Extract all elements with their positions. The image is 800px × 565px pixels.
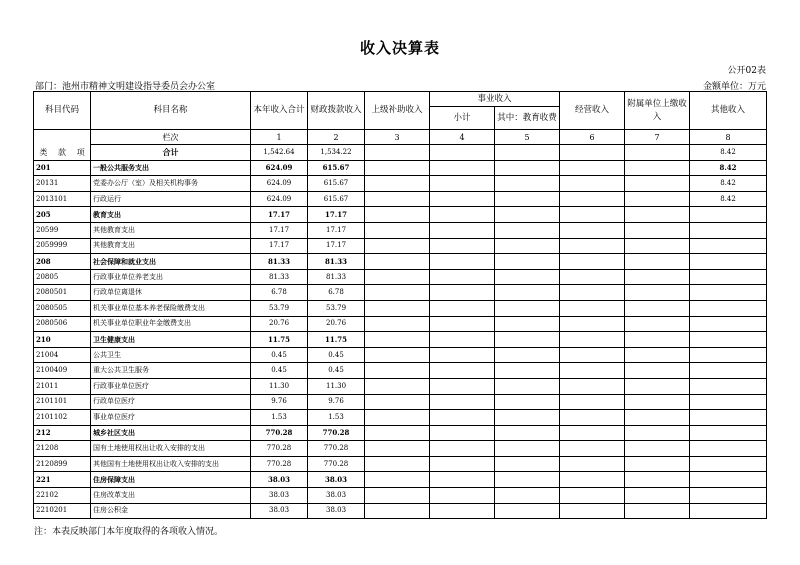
row-c8 [690,269,767,285]
table-row [34,300,767,316]
row-c7 [625,176,690,192]
row-c8 [690,254,767,270]
row-c2: 38.03 [308,488,365,504]
row-c3 [365,316,430,332]
header-name: 科目名称 [91,92,251,130]
row-c8 [690,394,767,410]
table-row [34,176,767,192]
row-code: 2080501 [34,285,91,301]
row-c5 [495,472,560,488]
table-row [34,254,767,270]
row-code: 2080506 [34,316,91,332]
row-name: 其他教育支出 [91,222,251,238]
row-c6 [560,363,625,379]
row-c8 [690,363,767,379]
col-num-1: 1 [251,130,308,145]
row-name: 社会保障和就业支出 [91,254,251,270]
table-row [34,472,767,488]
row-c7 [625,503,690,519]
row-c2: 770.28 [308,441,365,457]
row-c3 [365,207,430,223]
row-c6 [560,191,625,207]
row-c6 [560,332,625,348]
row-code: 205 [34,207,91,223]
row-c5 [495,347,560,363]
row-c7 [625,222,690,238]
row-c3 [365,160,430,176]
row-c8 [690,300,767,316]
row-c1: 38.03 [251,488,308,504]
row-name: 机关事业单位职业年金缴费支出 [91,316,251,332]
row-c3 [365,332,430,348]
row-c1: 11.30 [251,378,308,394]
row-code: 208 [34,254,91,270]
col-num-8: 8 [690,130,767,145]
row-c5 [495,332,560,348]
row-c7 [625,347,690,363]
row-c7 [625,363,690,379]
row-c7 [625,394,690,410]
row-c3 [365,238,430,254]
table-row [34,160,767,176]
row-c7 [625,254,690,270]
row-c3 [365,456,430,472]
row-c8 [690,456,767,472]
row-c6 [560,176,625,192]
row-name: 一般公共服务支出 [91,160,251,176]
row-c8: 8.42 [690,191,767,207]
row-c2: 38.03 [308,503,365,519]
table-row [34,207,767,223]
department-label: 部门：池州市精神文明建设指导委员会办公室 [35,82,216,92]
table-row [34,316,767,332]
col-num-4: 4 [430,130,495,145]
row-name: 卫生健康支出 [91,332,251,348]
row-c3 [365,410,430,426]
row-c2: 53.79 [308,300,365,316]
row-c7 [625,207,690,223]
row-c3 [365,363,430,379]
table-row [34,191,767,207]
row-c7 [625,238,690,254]
row-c1: 624.09 [251,160,308,176]
row-c3 [365,176,430,192]
table-row [34,441,767,457]
table-row [34,456,767,472]
row-c3 [365,472,430,488]
row-c4 [430,238,495,254]
header-code: 科目代码 [34,92,91,130]
row-name: 公共卫生 [91,347,251,363]
row-c2: 615.67 [308,191,365,207]
row-c7 [625,160,690,176]
table-body [34,160,767,519]
col-num-3: 3 [365,130,430,145]
row-c1: 17.17 [251,238,308,254]
row-c2: 615.67 [308,176,365,192]
row-c3 [365,254,430,270]
row-c5 [495,394,560,410]
col-num-2: 2 [308,130,365,145]
row-c4 [430,394,495,410]
row-c3 [365,347,430,363]
table-row [34,363,767,379]
table-row [34,394,767,410]
total-c3 [365,145,430,161]
row-c7 [625,441,690,457]
header-career: 事业收入 [430,92,560,107]
row-code: 2100409 [34,363,91,379]
table-row [34,285,767,301]
row-c7 [625,316,690,332]
row-code: 20131 [34,176,91,192]
row-name: 住房保障支出 [91,472,251,488]
row-name: 住房改革支出 [91,488,251,504]
row-c2: 1.53 [308,410,365,426]
row-c5 [495,160,560,176]
row-c7 [625,472,690,488]
row-name: 行政单位离退休 [91,285,251,301]
row-c5 [495,425,560,441]
row-c8 [690,441,767,457]
row-c4 [430,207,495,223]
row-c4 [430,503,495,519]
header-fiscal: 财政拨款收入 [308,92,365,130]
row-c6 [560,503,625,519]
col-num-5: 5 [495,130,560,145]
row-code: 2101102 [34,410,91,426]
row-c4 [430,425,495,441]
row-c5 [495,176,560,192]
row-c5 [495,285,560,301]
row-c3 [365,488,430,504]
row-c3 [365,285,430,301]
row-c1: 53.79 [251,300,308,316]
row-code: 2120899 [34,456,91,472]
row-name: 城乡社区支出 [91,425,251,441]
header-lei: 类 [39,147,48,157]
row-c8 [690,378,767,394]
header-lei-kuan-xiang [34,130,91,161]
row-c4 [430,472,495,488]
row-c6 [560,285,625,301]
row-c5 [495,254,560,270]
row-c8 [690,488,767,504]
row-c7 [625,378,690,394]
row-c1: 81.33 [251,254,308,270]
row-c3 [365,269,430,285]
row-c5 [495,269,560,285]
row-c8 [690,332,767,348]
row-c5 [495,441,560,457]
row-c6 [560,254,625,270]
row-c2: 81.33 [308,269,365,285]
table-row [34,238,767,254]
total-c5 [495,145,560,161]
row-c2: 11.30 [308,378,365,394]
header-xiang: 项 [76,147,85,157]
table-row [34,503,767,519]
col-num-7: 7 [625,130,690,145]
row-c8 [690,347,767,363]
row-c1: 38.03 [251,472,308,488]
amount-unit-label: 金额单位：万元 [702,82,766,92]
table-row [34,378,767,394]
row-c6 [560,238,625,254]
row-c2: 17.17 [308,207,365,223]
row-c2: 770.28 [308,425,365,441]
row-c1: 0.45 [251,363,308,379]
header-annual-income: 本年收入合计 [251,92,308,130]
row-c5 [495,222,560,238]
header-kuan: 款 [58,147,66,157]
row-c3 [365,503,430,519]
form-number: 公开02表 [727,66,766,76]
row-c5 [495,207,560,223]
row-c8 [690,316,767,332]
row-c2: 0.45 [308,347,365,363]
row-code: 2101101 [34,394,91,410]
row-c7 [625,332,690,348]
row-name: 行政单位医疗 [91,394,251,410]
row-c7 [625,488,690,504]
row-c4 [430,285,495,301]
row-c5 [495,363,560,379]
row-c4 [430,254,495,270]
row-c6 [560,222,625,238]
row-c1: 0.45 [251,347,308,363]
row-c3 [365,394,430,410]
row-c5 [495,410,560,426]
row-c4 [430,176,495,192]
row-c8 [690,472,767,488]
row-c7 [625,191,690,207]
row-c2: 615.67 [308,160,365,176]
row-c7 [625,285,690,301]
row-c1: 9.76 [251,394,308,410]
row-c1: 38.03 [251,503,308,519]
row-c6 [560,300,625,316]
row-code: 221 [34,472,91,488]
header-affiliated: 附属单位上缴收入 [625,92,690,130]
row-name: 行政事业单位养老支出 [91,269,251,285]
row-c1: 770.28 [251,456,308,472]
row-c4 [430,410,495,426]
row-c3 [365,300,430,316]
row-c1: 770.28 [251,425,308,441]
row-c8 [690,238,767,254]
row-c5 [495,316,560,332]
row-name: 教育支出 [91,207,251,223]
row-c1: 1.53 [251,410,308,426]
row-code: 210 [34,332,91,348]
row-c7 [625,300,690,316]
row-name: 国有土地使用权出让收入安排的支出 [91,441,251,457]
row-code: 20805 [34,269,91,285]
row-code: 21011 [34,378,91,394]
row-name: 其他国有土地使用权出让收入安排的支出 [91,456,251,472]
total-c1: 1,542.64 [251,145,308,161]
row-code: 2059999 [34,238,91,254]
row-c6 [560,410,625,426]
row-c7 [625,269,690,285]
row-c3 [365,425,430,441]
table-row [34,488,767,504]
row-code: 21208 [34,441,91,457]
row-c4 [430,160,495,176]
row-name: 机关事业单位基本养老保险缴费支出 [91,300,251,316]
row-c1: 81.33 [251,269,308,285]
row-c5 [495,300,560,316]
total-c4 [430,145,495,161]
row-c7 [625,456,690,472]
row-name: 住房公积金 [91,503,251,519]
row-code: 20599 [34,222,91,238]
row-c1: 624.09 [251,191,308,207]
row-c4 [430,363,495,379]
row-c4 [430,316,495,332]
row-c6 [560,488,625,504]
row-name: 事业单位医疗 [91,410,251,426]
row-c2: 11.75 [308,332,365,348]
row-c2: 6.78 [308,285,365,301]
table-row [34,332,767,348]
header-column-label: 栏次 [91,130,251,145]
row-c4 [430,269,495,285]
row-name: 重大公共卫生服务 [91,363,251,379]
row-c6 [560,160,625,176]
row-c8 [690,207,767,223]
row-c2: 17.17 [308,238,365,254]
row-c7 [625,425,690,441]
row-c5 [495,191,560,207]
row-code: 2013101 [34,191,91,207]
col-num-6: 6 [560,130,625,145]
footnote: 注：本表反映部门本年度取得的各项收入情况。 [34,527,224,537]
row-c4 [430,441,495,457]
row-name: 行政运行 [91,191,251,207]
row-c4 [430,488,495,504]
page-title: 收入决算表 [359,39,440,57]
row-name: 行政事业单位医疗 [91,378,251,394]
row-c5 [495,238,560,254]
row-code: 212 [34,425,91,441]
table-row [34,425,767,441]
row-c4 [430,347,495,363]
row-c6 [560,425,625,441]
row-c6 [560,378,625,394]
total-c2: 1,534.22 [308,145,365,161]
total-c8: 8.42 [690,145,767,161]
row-c6 [560,347,625,363]
row-c6 [560,394,625,410]
total-c7 [625,145,690,161]
header-career-edu: 其中：教育收费 [495,107,560,130]
row-c4 [430,456,495,472]
row-c1: 20.76 [251,316,308,332]
row-c6 [560,269,625,285]
row-c8: 8.42 [690,160,767,176]
row-c4 [430,300,495,316]
row-c7 [625,410,690,426]
row-code: 2080505 [34,300,91,316]
row-c8 [690,410,767,426]
row-c6 [560,472,625,488]
table-row [34,347,767,363]
row-c1: 624.09 [251,176,308,192]
row-c2: 81.33 [308,254,365,270]
row-code: 201 [34,160,91,176]
header-other: 其他收入 [690,92,767,130]
row-c5 [495,378,560,394]
row-c6 [560,316,625,332]
row-c8 [690,222,767,238]
row-c2: 17.17 [308,222,365,238]
row-c4 [430,191,495,207]
row-c6 [560,441,625,457]
row-c3 [365,378,430,394]
row-c5 [495,503,560,519]
row-c3 [365,222,430,238]
row-c6 [560,456,625,472]
row-c3 [365,191,430,207]
row-c1: 17.17 [251,222,308,238]
row-code: 21004 [34,347,91,363]
table-row [34,269,767,285]
table-row [34,410,767,426]
header-operating: 经营收入 [560,92,625,130]
income-table [33,91,767,519]
row-c8: 8.42 [690,176,767,192]
total-c6 [560,145,625,161]
row-c2: 770.28 [308,456,365,472]
row-c6 [560,207,625,223]
row-c4 [430,378,495,394]
row-c8 [690,425,767,441]
row-c2: 38.03 [308,472,365,488]
row-c1: 6.78 [251,285,308,301]
header-superior: 上级补助收入 [365,92,430,130]
row-c2: 9.76 [308,394,365,410]
row-c4 [430,332,495,348]
row-name: 其他教育支出 [91,238,251,254]
row-c8 [690,503,767,519]
row-c3 [365,441,430,457]
total-label: 合计 [91,145,251,161]
row-c1: 11.75 [251,332,308,348]
row-c5 [495,456,560,472]
row-c1: 770.28 [251,441,308,457]
row-c4 [430,222,495,238]
table-row [34,222,767,238]
row-c8 [690,285,767,301]
row-c2: 20.76 [308,316,365,332]
header-career-subtotal: 小计 [430,107,495,130]
row-c5 [495,488,560,504]
row-c1: 17.17 [251,207,308,223]
row-name: 党委办公厅（室）及相关机构事务 [91,176,251,192]
row-c2: 0.45 [308,363,365,379]
row-code: 2210201 [34,503,91,519]
row-code: 22102 [34,488,91,504]
